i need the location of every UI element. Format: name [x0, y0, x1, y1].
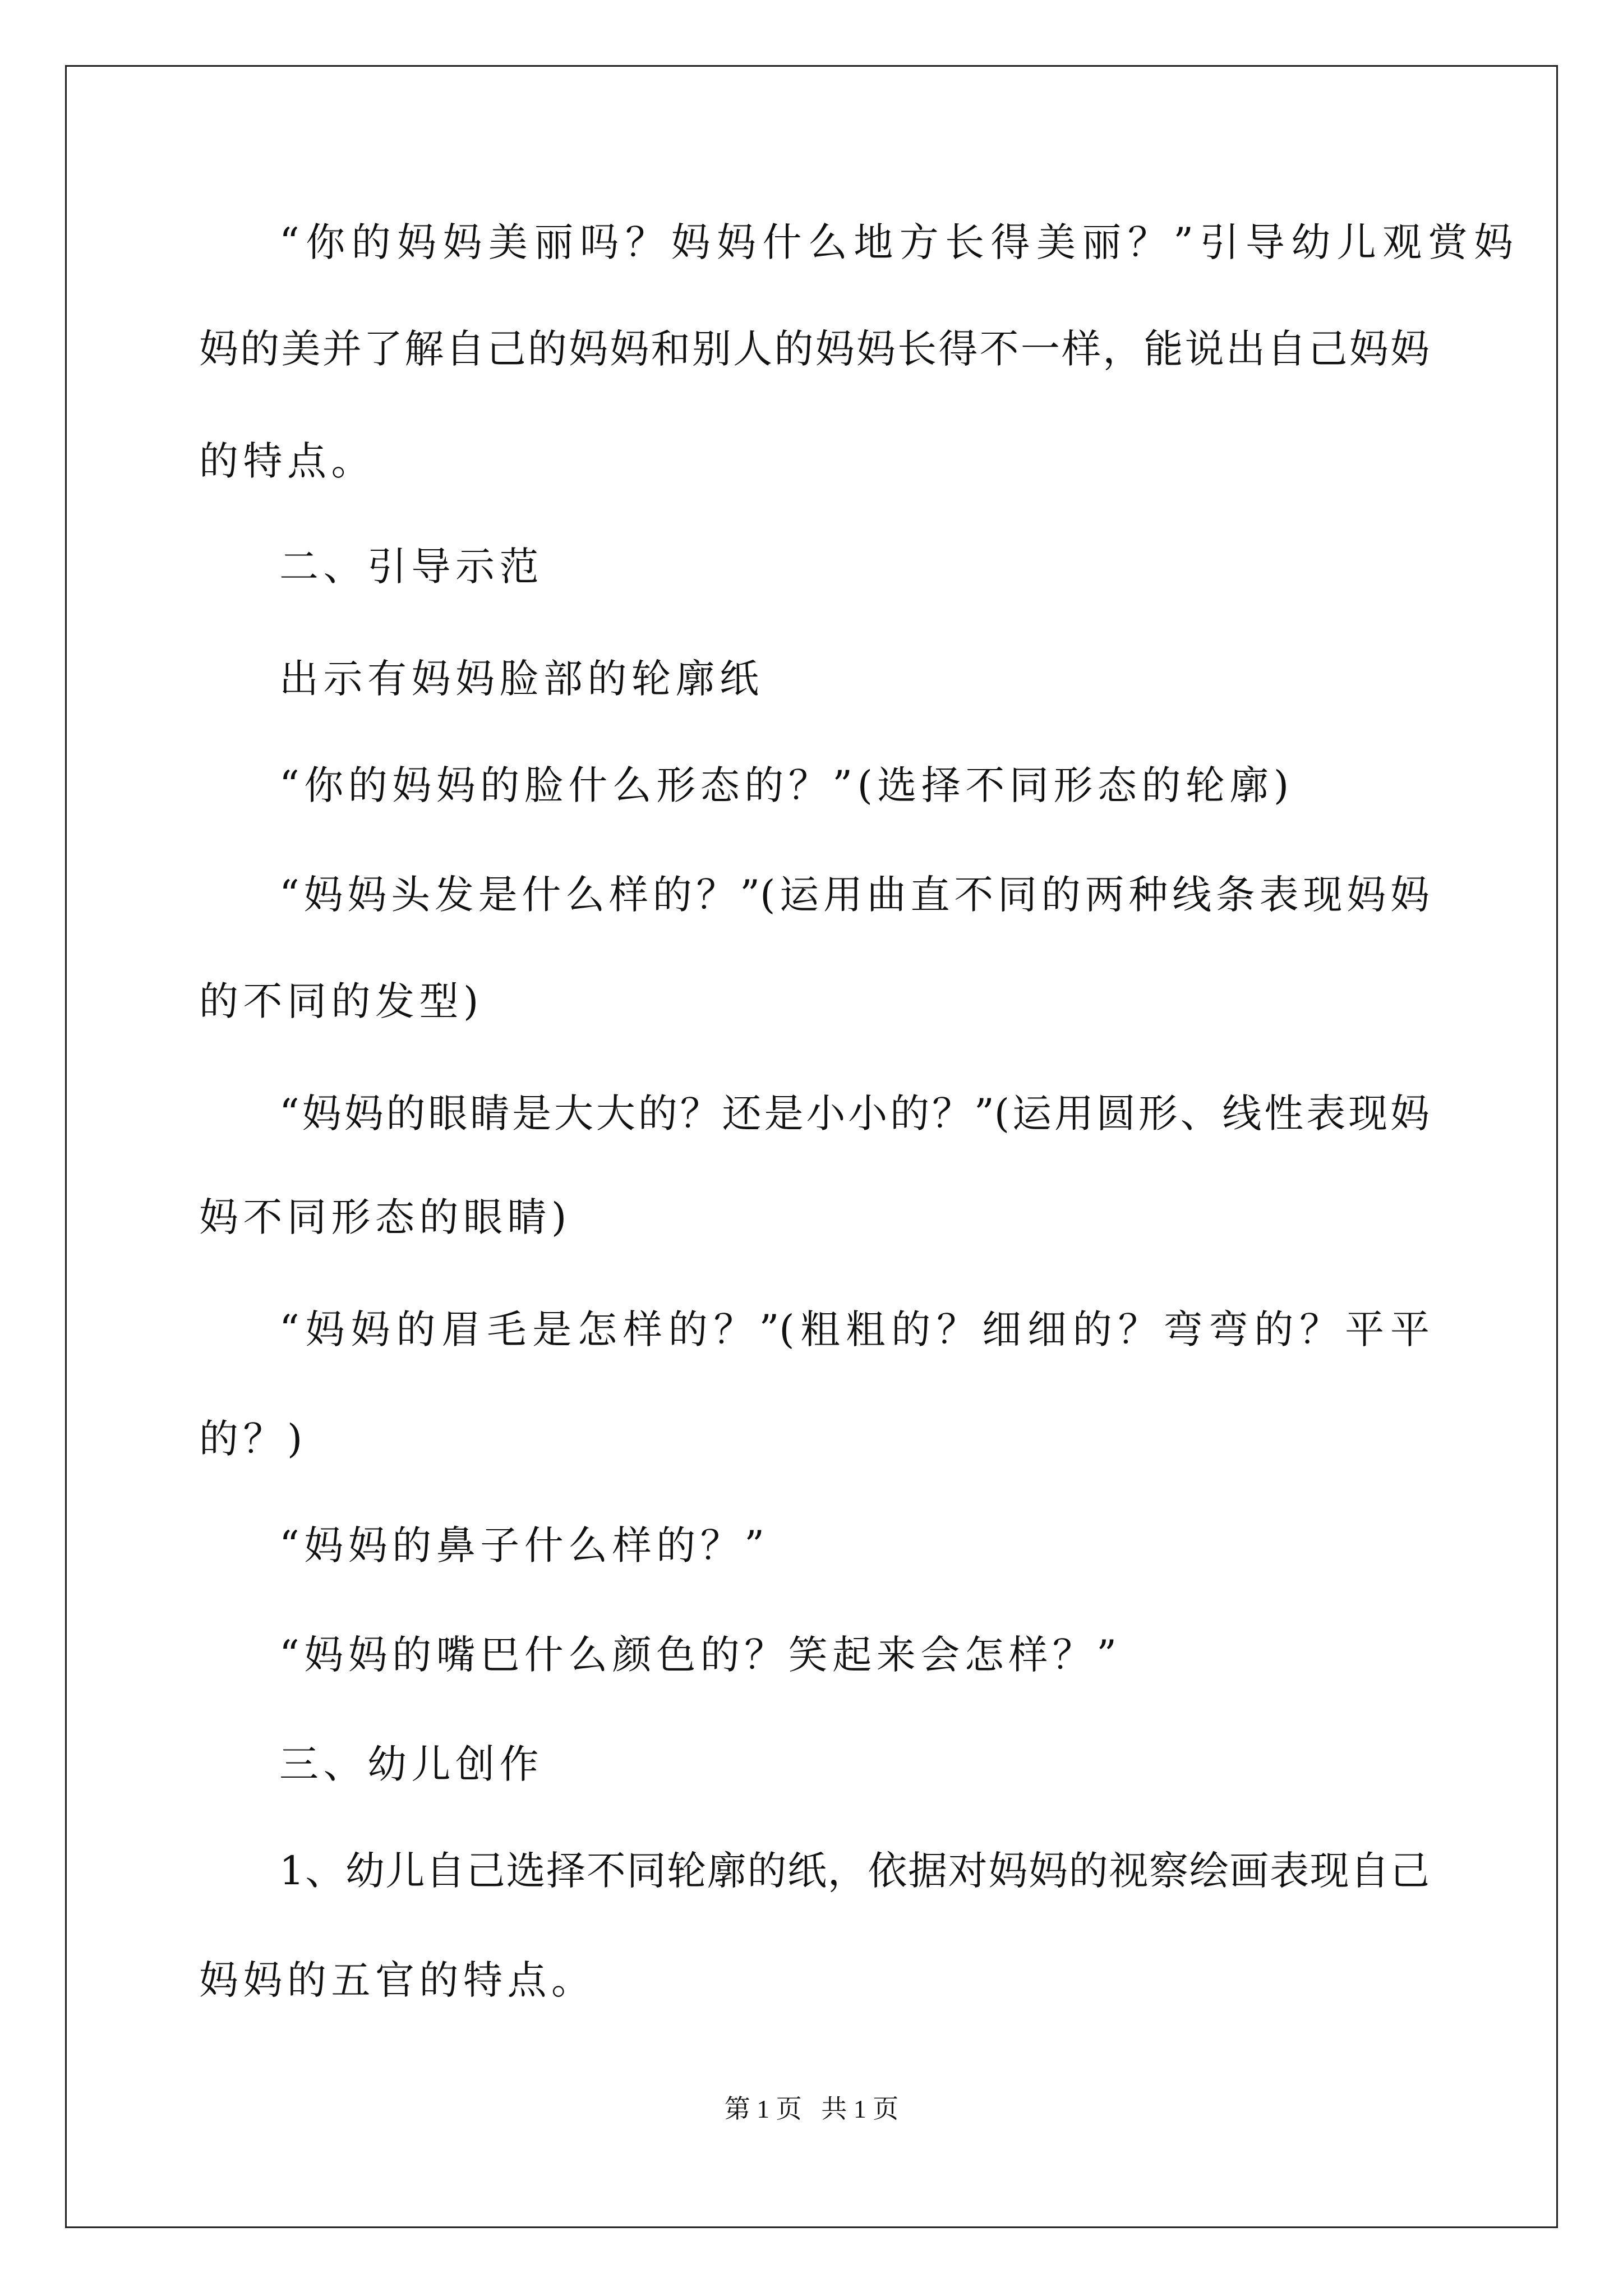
paragraph-line: 妈的美并了解自己的妈妈和别人的妈妈长得不一样，能说出自己妈妈 [199, 326, 1430, 372]
page-footer [0, 2092, 1623, 2126]
section-heading: 二、引导示范 [279, 544, 543, 590]
page-total: 共 1 页 [821, 2095, 899, 2123]
paragraph-line: “妈妈的眼睛是大大的？还是小小的？”(运用圆形、线性表现妈 [279, 1091, 1430, 1137]
page-number: 第 1 页 [724, 2095, 802, 2123]
paragraph-line: “妈妈的鼻子什么样的？” [279, 1522, 769, 1568]
paragraph-line: “你的妈妈的脸什么形态的？”(选择不同形态的轮廓) [279, 762, 1294, 808]
paragraph-line: “妈妈的眉毛是怎样的？”(粗粗的？细细的？弯弯的？平平 [279, 1306, 1430, 1352]
paragraph-line: 妈不同形态的眼睛) [199, 1194, 571, 1240]
paragraph-line: 妈妈的五官的特点。 [199, 1957, 596, 2003]
paragraph-line: “你的妈妈美丽吗？妈妈什么地方长得美丽？”引导幼儿观赏妈 [279, 219, 1513, 265]
paragraph-line: “妈妈的嘴巴什么颜色的？笑起来会怎样？” [279, 1632, 1122, 1678]
paragraph-line: 的特点。 [199, 438, 375, 484]
paragraph-line: 1、幼儿自己选择不同轮廓的纸，依据对妈妈的视察绘画表现自己 [279, 1848, 1430, 1894]
paragraph-line: 出示有妈妈脸部的轮廓纸 [279, 656, 764, 702]
paragraph-line: “妈妈头发是什么样的？”(运用曲直不同的两种线条表现妈妈 [279, 872, 1430, 918]
paragraph-line: 的？) [199, 1416, 307, 1462]
page-border [65, 65, 1558, 2228]
section-heading: 三、幼儿创作 [279, 1741, 543, 1787]
paragraph-line: 的不同的发型) [199, 978, 483, 1024]
